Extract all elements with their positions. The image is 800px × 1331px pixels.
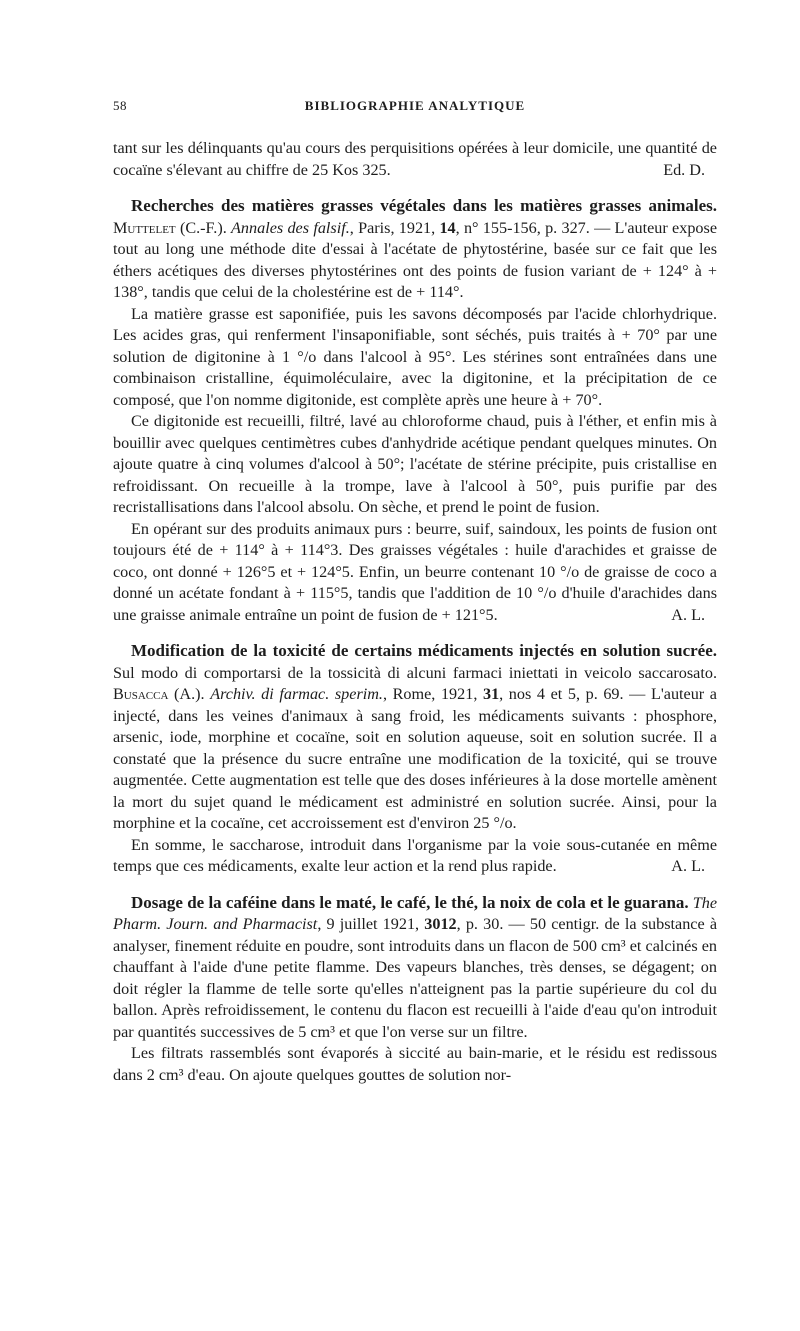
article-1-paragraph-4: [113, 519, 717, 627]
article-1-paragraph-3: Ce digitonide est recueilli, filtré, lavé au chloroforme chaud, puis à l'éther, et enfin mis à bouillir avec quelques centimètres cubes d'anhydride acétique pendant quelques minutes. On ajoute quatre à cinq volumes d'alcool à 50°; l'acétate de stérine précipite, puis cristallise en refroidissant. On recueille à la trompe, lave à l'alcool à 50°, puis purifie par des recristallisations dans l'alcool absolu. On sèche, et prend le point de fusion.: [113, 412, 717, 516]
article-1-paragraph-1: [113, 195, 717, 304]
page-number: 58: [113, 98, 127, 113]
intro-text: tant sur les délinquants qu'au cours des perquisitions opérées à leur domicile, une quantité de cocaïne s'élevant au chiffre de 25 Kos 325.: [113, 139, 717, 179]
article-1-paragraph-2: La matière grasse est saponifiée, puis les savons décomposés par l'acide chlorhydrique. Les acides gras, qui renferment l'insaponifiable, sont séchés, puis traités à + 70° par une solution de digitonine à 1 °/o dans l'alcool à 95°. Les stérines sont entraînées dans une combinaison cristalline, équimoléculaire, avec la digitonine, et la précipitation de ce composé, que l'on nomme digitonide, est complète après une heure à + 70°.: [113, 304, 717, 409]
page-body: [113, 138, 717, 1086]
article-1-citation-a: , Paris, 1921,: [349, 218, 440, 237]
article-1-signature: A. L.: [671, 605, 705, 624]
article-2-citation-b: , nos 4 et 5, p. 69. — L'auteur a injecté, dans les veines d'animaux à sang froid, les médicaments suivants : phosphore, arsenic, iode, morphine et cocaïne, soit en solution aqueuse, soit en solution sucrée. Il a constaté que la présence du sucre entraîne une modification de la toxicité, qui se trouve augmentée. Cette augmentation est telle que des doses inférieures à la dose mortelle amènent la mort du sujet quand le médicament est administré en solution sucrée. Ainsi, pour la morphine et la cocaïne, cet accroissement est d'environ 25 °/o.: [113, 685, 717, 832]
article-2-author: Busacca: [113, 685, 169, 703]
page-header: [113, 98, 717, 120]
article-1-volume: 14: [439, 218, 456, 237]
article-2-volume: 31: [482, 685, 500, 703]
intro-signature: Ed. D.: [663, 160, 705, 179]
article-2-paragraph-2: [113, 835, 717, 878]
article-1-citation-b: , n° 155-156, p. 327. — L'auteur expose tout au long une méthode dite d'essai à l'acétate de phytostérine, basée sur ce fait que les éthers acétiques des diverses phytostérines ont des points de fusion variant de + 124° à + 138°, tandis que celui de la cholestérine est de + 114°.: [113, 218, 718, 301]
article-3-journal: The Pharm. Journ. and Pharmacist: [113, 893, 717, 933]
intro-paragraph: [113, 138, 717, 181]
article-2-journal: Archiv. di farmac. sperim.: [210, 685, 383, 703]
article-3-heading: Dosage de la caféine dans le maté, le café, le thé, la noix de cola et le guarana.: [131, 892, 689, 912]
article-3-paragraph-2: Les filtrats rassemblés sont évaporés à siccité au bain-marie, et le résidu est redissous dans 2 cm³ d'eau. On ajoute quelques gouttes de solution nor-: [113, 1044, 717, 1084]
article-1-paragraph-4-text: En opérant sur des produits animaux purs : beurre, suif, saindoux, les points de fusion ont toujours été de + 114° à + 114°3. Des graisses végétales : huile d'arachides et graisse de coco, ont donné + 126°5 et + 124°5. Enfin, un beurre contenant 10 °/o de graisse de coco a donné un acétate fondant à + 115°5, tandis que l'addition de 10 °/o d'huile d'arachides dans une graisse animale entraîne un point de fusion de + 121°5.: [113, 519, 717, 624]
article-2-italian-title: Sul modo di comportarsi de la tossicità di alcuni farmaci iniettati in veicolo saccarosato.: [113, 663, 717, 682]
article-3-paragraph-1: [113, 892, 717, 1044]
article-1-journal: Annales des falsif.: [231, 218, 350, 237]
article-2-heading: Modification de la toxicité de certains médicaments injectés en solution sucrée.: [131, 641, 717, 660]
article-1-heading: Recherches des matières grasses végétales dans les matières grasses animales.: [131, 196, 717, 215]
article-2-citation-a: , Rome, 1921,: [382, 685, 483, 703]
article-3-citation-b: , p. 30. — 50 centigr. de la substance à analyser, finement réduite en poudre, sont introduits dans un flacon de 500 cm³ et calcinés en chauffant à l'aide d'une petite flamme. Des vapeurs blanches, très denses, se dégagent; on doit régler la flamme de telle sorte qu'elles n'atteignent pas la partie supérieure du col du ballon. Après refroidissement, le contenu du flacon est recueilli à l'aide d'eau qu'on introduit par quantités successives de 5 cm³ et que l'on verse sur un filtre.: [113, 915, 717, 1041]
article-2-paragraph-1: [113, 640, 717, 835]
article-2-signature: A. L.: [671, 857, 705, 875]
article-3-citation-a: , 9 juillet 1921,: [317, 915, 425, 933]
article-1-author: Muttelet: [113, 218, 176, 237]
article-3-volume: 3012: [424, 915, 457, 933]
article-2-paragraph-2-text: En somme, le saccharose, introduit dans l'organisme par la voie sous-cutanée en même temps que ces médicaments, exalte leur action et la rend plus rapide.: [113, 835, 717, 875]
article-1-author-initials: (C.-F.).: [179, 218, 227, 237]
running-title: BIBLIOGRAPHIE ANALYTIQUE: [304, 98, 526, 113]
article-2-author-initials: (A.).: [168, 685, 211, 703]
